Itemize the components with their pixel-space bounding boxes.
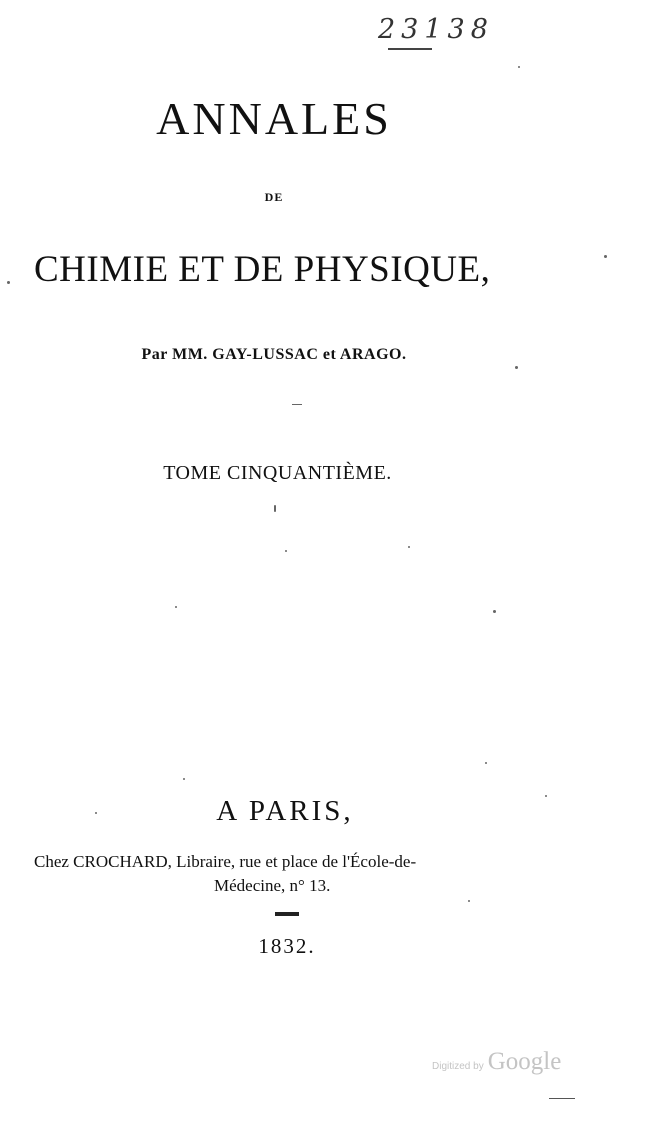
scan-speck [175,606,177,608]
publication-city: A PARIS, [216,795,354,827]
google-logo: Google [487,1048,562,1075]
watermark-underline [549,1098,575,1099]
scan-speck [285,550,287,552]
scan-speck [292,404,302,405]
scan-speck [95,812,97,814]
title-connector: DE [264,190,284,204]
digitization-watermark [432,1048,561,1076]
scan-speck [7,281,10,284]
ornamental-rule [275,912,299,916]
volume-number: TOME CINQUANTIÈME. [163,462,392,484]
scan-speck [604,255,607,258]
scan-speck [274,505,276,512]
scan-speck [485,762,487,764]
publisher-line-1: Chez CROCHARD, Libraire, rue et place de l'École-de- [34,852,417,871]
shelfmark-underline [388,48,432,50]
watermark-prefix: Digitized by [432,1061,484,1072]
journal-subtitle: CHIMIE ET DE PHYSIQUE, [34,249,491,290]
publication-year: 1832. [258,934,316,958]
scan-speck [183,778,185,780]
handwritten-shelfmark: 23138 [378,14,494,45]
publisher-line-2: Médecine, n° 13. [214,876,331,895]
scan-speck [515,366,518,369]
editors-line: Par MM. GAY-LUSSAC et ARAGO. [141,346,407,363]
scan-speck [408,546,410,548]
scan-speck [493,610,496,613]
scan-speck [468,900,470,902]
journal-title: ANNALES [156,93,392,144]
scan-speck [518,66,520,68]
scan-speck [545,795,547,797]
